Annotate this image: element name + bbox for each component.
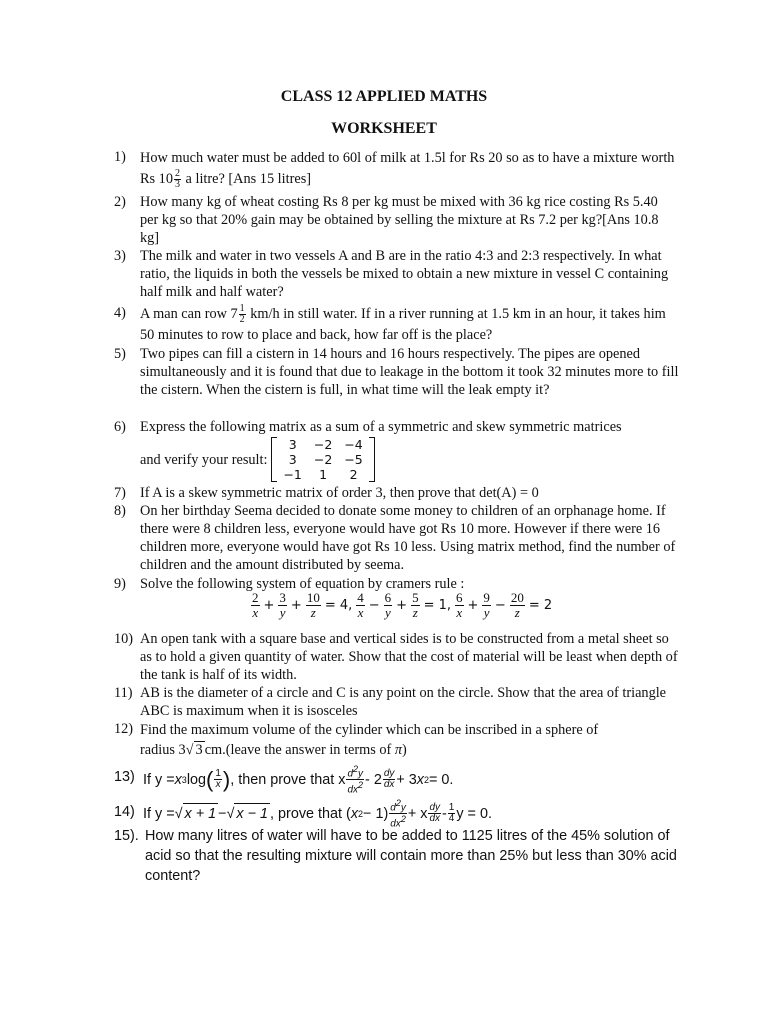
fraction: $\frac{1}{2}$ xyxy=(239,303,245,326)
question-number: 15). xyxy=(114,828,139,844)
question-text: An open tank with a square base and vertical sides is to be constructed from a metal sheet so as to hold a given quantity of water. Show that the cost of material will be least when depth of the tank is half of its width. xyxy=(140,631,678,683)
question-text: AB is the diameter of a circle and C is any point on the circle. Show that the area of triangle ABC is maximum when it is isosceles xyxy=(140,685,667,719)
question-6 xyxy=(114,418,679,482)
right-bracket xyxy=(369,437,375,482)
page-title: CLASS 12 APPLIED MATHS xyxy=(280,88,488,105)
question-text: How many kg of wheat costing Rs 8 per kg must be mixed with 36 kg rice costing Rs 5.40 per kg so that 20% gain may be obtained by selling the mixture at Rs 7.2 per kg?[Ans 10.8 kg] xyxy=(140,194,659,246)
question-15 xyxy=(114,826,679,886)
question-2 xyxy=(114,193,679,247)
question-5 xyxy=(114,345,679,399)
question-number: 7) xyxy=(114,485,126,501)
question-text: A man can row 7 xyxy=(140,306,238,322)
question-number: 13) xyxy=(114,769,135,785)
question-4 xyxy=(114,304,679,346)
fraction: $\frac{2}{3}$ xyxy=(174,168,180,191)
question-text: How much water must be added to 60l of milk at 1.5l for Rs 20 so as to have a mixture worth Rs 10 xyxy=(140,150,675,187)
matrix-table: 3 −2 −4 3 −2 −5 −1 1 2 xyxy=(283,437,363,482)
equation-system: $\frac{2}{x}$ + $\frac{3}{y}$ + $\frac{10}{z}$ = 4, $\frac{4}{x}$ − $\frac{6}{y}$ + $\frac{5}{z}$ = 1, $\frac{6}{x}$ + $\frac{9}{y}$ − $\frac{20}{z}$ = 2 xyxy=(252,590,553,620)
question-8 xyxy=(114,502,679,574)
matrix xyxy=(271,437,374,482)
question-10 xyxy=(114,630,679,684)
question-text-2: and verify your result: xyxy=(140,451,268,468)
question-number: 12) xyxy=(114,721,134,737)
question-text-end: km/h in still water. If in a river running at 1.5 km in an hour, it takes him 50 minutes to row to place and back, how far off is the place? xyxy=(140,306,666,344)
page-subtitle: WORKSHEET xyxy=(331,120,437,137)
question-number: 14) xyxy=(114,804,135,820)
question-14: 14) If y = √ x + 1 − √ x − 1 , prove that ( x 2 − 1) $\frac{d2y}{dx2}$ + x $\frac{dy}{dx}$ - $\frac{1}{4}$ y = 0. xyxy=(114,798,492,830)
question-12: 12) Find the maximum volume of the cylinder which can be inscribed in a sphere of radius 3√ 3 cm.(leave the answer in terms of π) xyxy=(114,720,679,760)
question-number: 4) xyxy=(114,305,126,321)
question-number: 3) xyxy=(114,248,126,264)
question-number: 11) xyxy=(114,685,133,701)
question-number: 9) xyxy=(114,576,126,592)
question-text: Find the maximum volume of the cylinder which can be inscribed in a sphere of xyxy=(140,722,599,738)
question-text: Solve the following system of equation by cramers rule : xyxy=(140,576,465,592)
question-text: On her birthday Seema decided to donate some money to children of an orphanage home. If there were 8 children less, everyone would have got Rs 10 more. However if there were 16 children more, everyone would have got Rs 10 less. Using matrix method, find the number of children and the amount distributed by seema. xyxy=(140,503,676,573)
question-11 xyxy=(114,684,679,720)
question-1 xyxy=(114,148,679,190)
question-text-end: a litre? [Ans 15 litres] xyxy=(181,171,312,187)
question-number: 2) xyxy=(114,194,126,210)
question-3 xyxy=(114,247,679,301)
question-number: 10) xyxy=(114,631,134,647)
question-text: Two pipes can fill a cistern in 14 hours and 16 hours respectively. The pipes are opened simultaneously and it is found that due to leakage in the bottom it took 32 minutes more to fill the cistern. When the cistern is full, in what time will the leak empty it? xyxy=(140,346,679,398)
question-text: If A is a skew symmetric matrix of order 3, then prove that det(A) = 0 xyxy=(140,485,539,501)
question-text: The milk and water in two vessels A and B are in the ratio 4:3 and 2:3 respectively. In what ratio, the liquids in both the vessels be mixed to obtain a new mixture in vessel C containing half milk and half water? xyxy=(140,248,669,300)
question-number: 8) xyxy=(114,503,126,519)
question-number: 5) xyxy=(114,346,126,362)
question-7 xyxy=(114,484,679,502)
question-text: Express the following matrix as a sum of a symmetric and skew symmetric matrices xyxy=(140,419,622,435)
question-number: 6) xyxy=(114,419,126,435)
question-text: How many litres of water will have to be added to 1125 litres of the 45% solution of acid so that the resulting mixture will contain more than 25% but less than 30% acid content? xyxy=(145,828,677,884)
question-13: 13) If y = x 3 log ( $\frac{1}{x}$ ) , then prove that x $\frac{d2y}{dx2}$ - 2 $\frac{dy}{dx}$ + 3 x 2 = 0. xyxy=(114,764,454,796)
question-number: 1) xyxy=(114,149,126,165)
